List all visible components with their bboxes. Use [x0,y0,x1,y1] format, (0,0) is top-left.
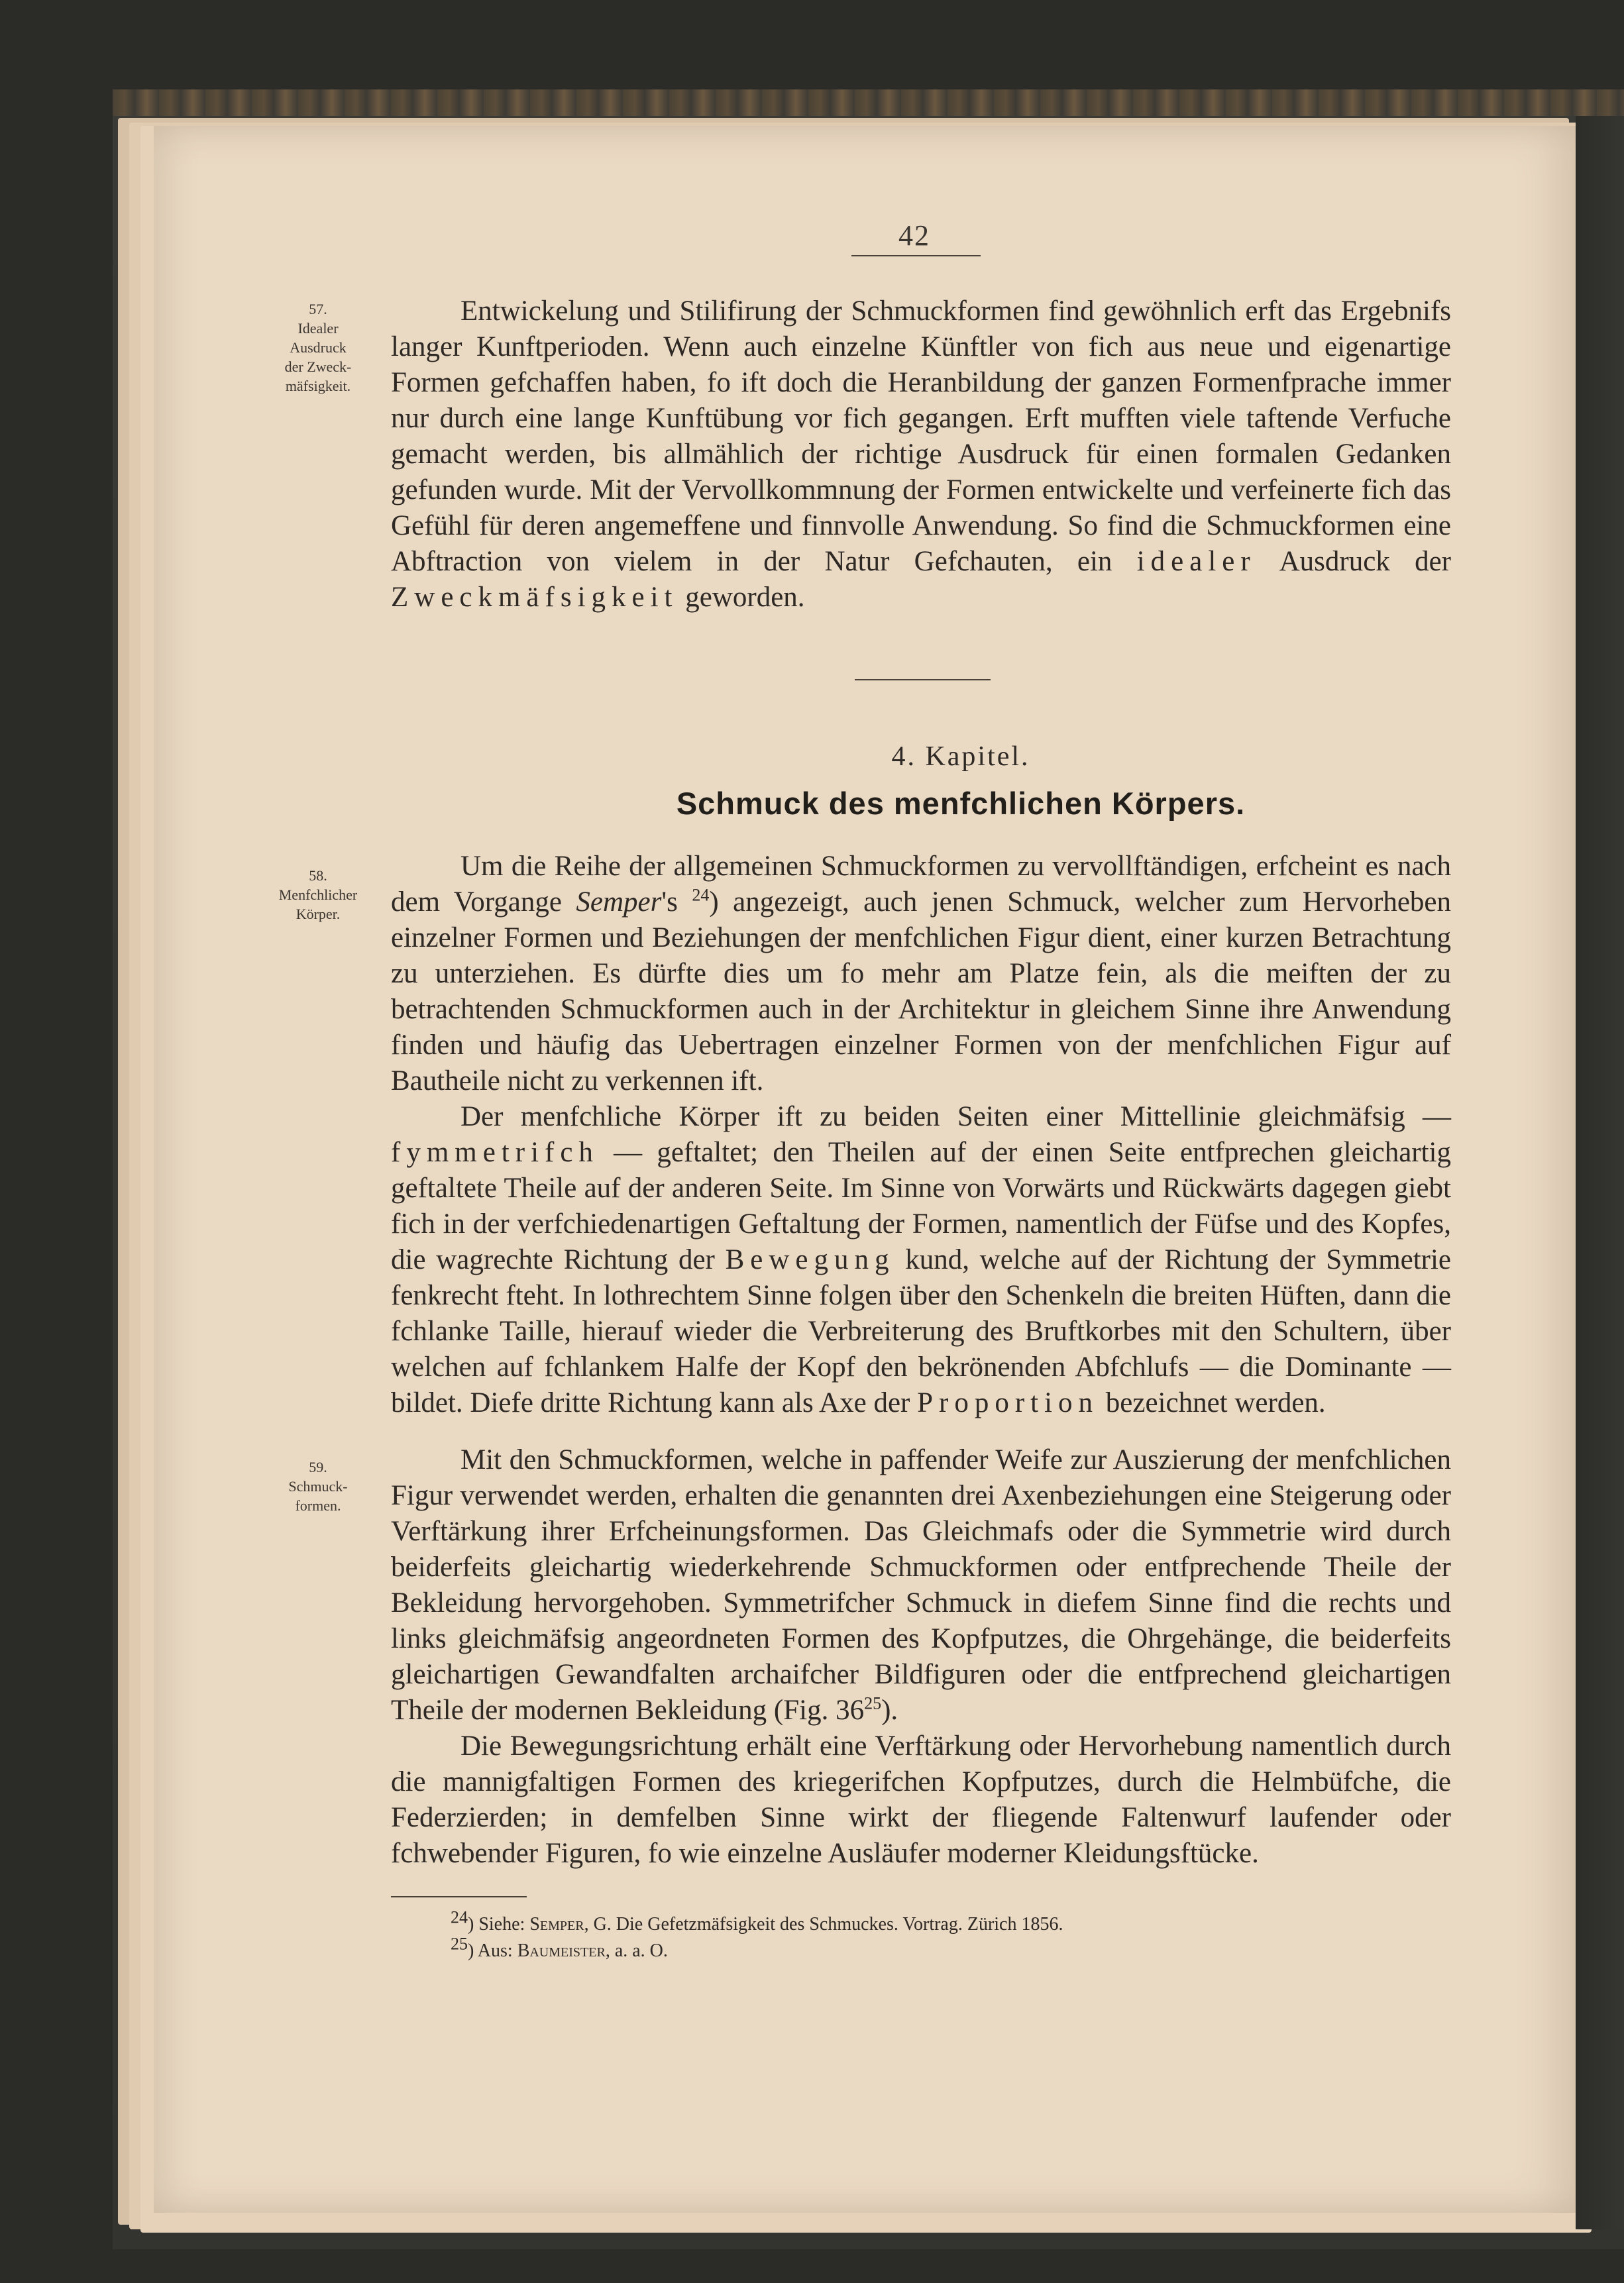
margin-note-59: 59. Schmuck- formen. [288,1459,348,1514]
section-57-body [391,293,1451,615]
footnote-rule [391,1896,527,1897]
chapter-number: 4. Kapitel. [891,741,1030,772]
section-58-body [391,849,1451,1421]
paragraph: Um die Reihe der allgemeinen Schmuckformen zu vervollftändigen, erfcheint es nach dem Vorgange Semper's $^{24}$) angezeigt, auch jenen Schmuck, welcher zum Hervorheben einzelner Formen und Beziehungen der menfchlichen Figur dient, einer kurzen Betrachtung zu unterziehen. Es dürfte dies um fo mehr am Platze fein, als die meiften der zu betrachtenden Schmuckformen auch in der Architektur in gleichem Sinne ihre Anwendung finden und häufig das Uebertragen einzelner Formen von der menfchlichen Figur auf Bautheile nicht zu verkennen ift. [391,851,1452,1096]
margin-note-58: 58. Menfchlicher Körper. [278,867,358,922]
section-59-body [391,1442,1451,1872]
footnote-25: $^{25}$) Aus: Baumeister, a. a. O. [451,1934,668,1961]
binding-right [1576,116,1624,2229]
footnotes [451,1907,1444,1964]
paragraph: Der menfchliche Körper ift zu beiden Seiten einer Mittellinie gleichmäfsig — fymmetrifch — geftaltet; den Theilen auf der einen Seite entfprechen gleichartig geftaltete Theile auf der anderen Seite. Im Sinne von Vorwärts und Rückwärts dagegen giebt fich in der verfchiedenartigen Geftaltung der Formen, namentlich der Füfse und des Kopfes, die wagrechte Richtung der Bewegung kund, welche auf der Richtung der Symmetrie fenkrecht fteht. In lothrechtem Sinne folgen über den Schenkeln die breiten Hüften, dann die fchlanke Taille, hierauf wieder die Verbreiterung des Bruftkorbes mit den Schultern, über welchen auf fchlankem Halfe der Kopf den bekrönenden Abfchlufs — die Dominante — bildet. Diefe dritte Richtung kann als Axe der Proportion bezeichnet werden. [391,1101,1452,1418]
chapter-title: Schmuck des menfchlichen Körpers. [676,786,1246,821]
cover-marbled-edge [113,89,1624,116]
page-number: 42 [898,219,930,252]
footnote-24: $^{24}$) Siehe: Semper, G. Die Gefetzmäfsigkeit des Schmuckes. Vortrag. Zürich 1856. [451,1907,1063,1935]
paragraph: Die Bewegungsrichtung erhält eine Verftärkung oder Hervorhebung namentlich durch die mannigfaltigen Formen des kriegerifchen Kopfputzes, durch die Helmbüfche, die Federzierden; in demfelben Sinne wirkt der fliegende Faltenwurf laufender oder fchwebender Figuren, fo wie einzelne Ausläufer moderner Kleidungsftücke. [391,1730,1451,1869]
section-divider [855,679,991,680]
paragraph: Mit den Schmuckformen, welche in paffender Weife zur Auszierung der menfchlichen Figur verwendet werden, erhalten die genannten drei Axenbeziehungen eine Steigerung oder Verftärkung ihrer Erfcheinungsformen. Das Gleichmafs oder die Symmetrie wird durch beiderfeits gleichartig wiederkehrende Schmuckformen oder entfprechende Theile der Bekleidung hervorgehoben. Symmetrifcher Schmuck in diefem Sinne find die rechts und links gleichmäfsig angeordneten Formen des Kopfputzes, die Ohrgehänge, die beiderfeits gleichartigen Gewandfalten archaifcher Bildfiguren oder die entfprechend gleichartigen Theile der modernen Bekleidung (Fig. $36^{25}$). [391,1444,1451,1726]
margin-note-57: 57. Idealer Ausdruck der Zweck- mäfsigkeit. [284,301,352,394]
page-number-rule [851,255,981,256]
paragraph: Entwickelung und Stilifirung der Schmuckformen find gewöhnlich erft das Ergebnifs langer Kunftperioden. Wenn auch einzelne Künftler von fich aus neue und eigenartige Formen gefchaffen haben, fo ift doch die Heranbildung der ganzen Formenfprache immer nur durch eine lange Kunftübung vor fich gegangen. Erft mufften viele taftende Verfuche gemacht werden, bis allmählich der richtige Ausdruck für einen formalen Gedanken gefunden wurde. Mit der Vervollkommnung der Formen entwickelte und verfeinerte fich das Gefühl für deren angemeffene und finnvolle Anwendung. So find die Schmuckformen eine Abftraction von vielem in der Natur Gefchauten, ein idealer Ausdruck der Zweckmäfsigkeit geworden. [391,295,1451,613]
